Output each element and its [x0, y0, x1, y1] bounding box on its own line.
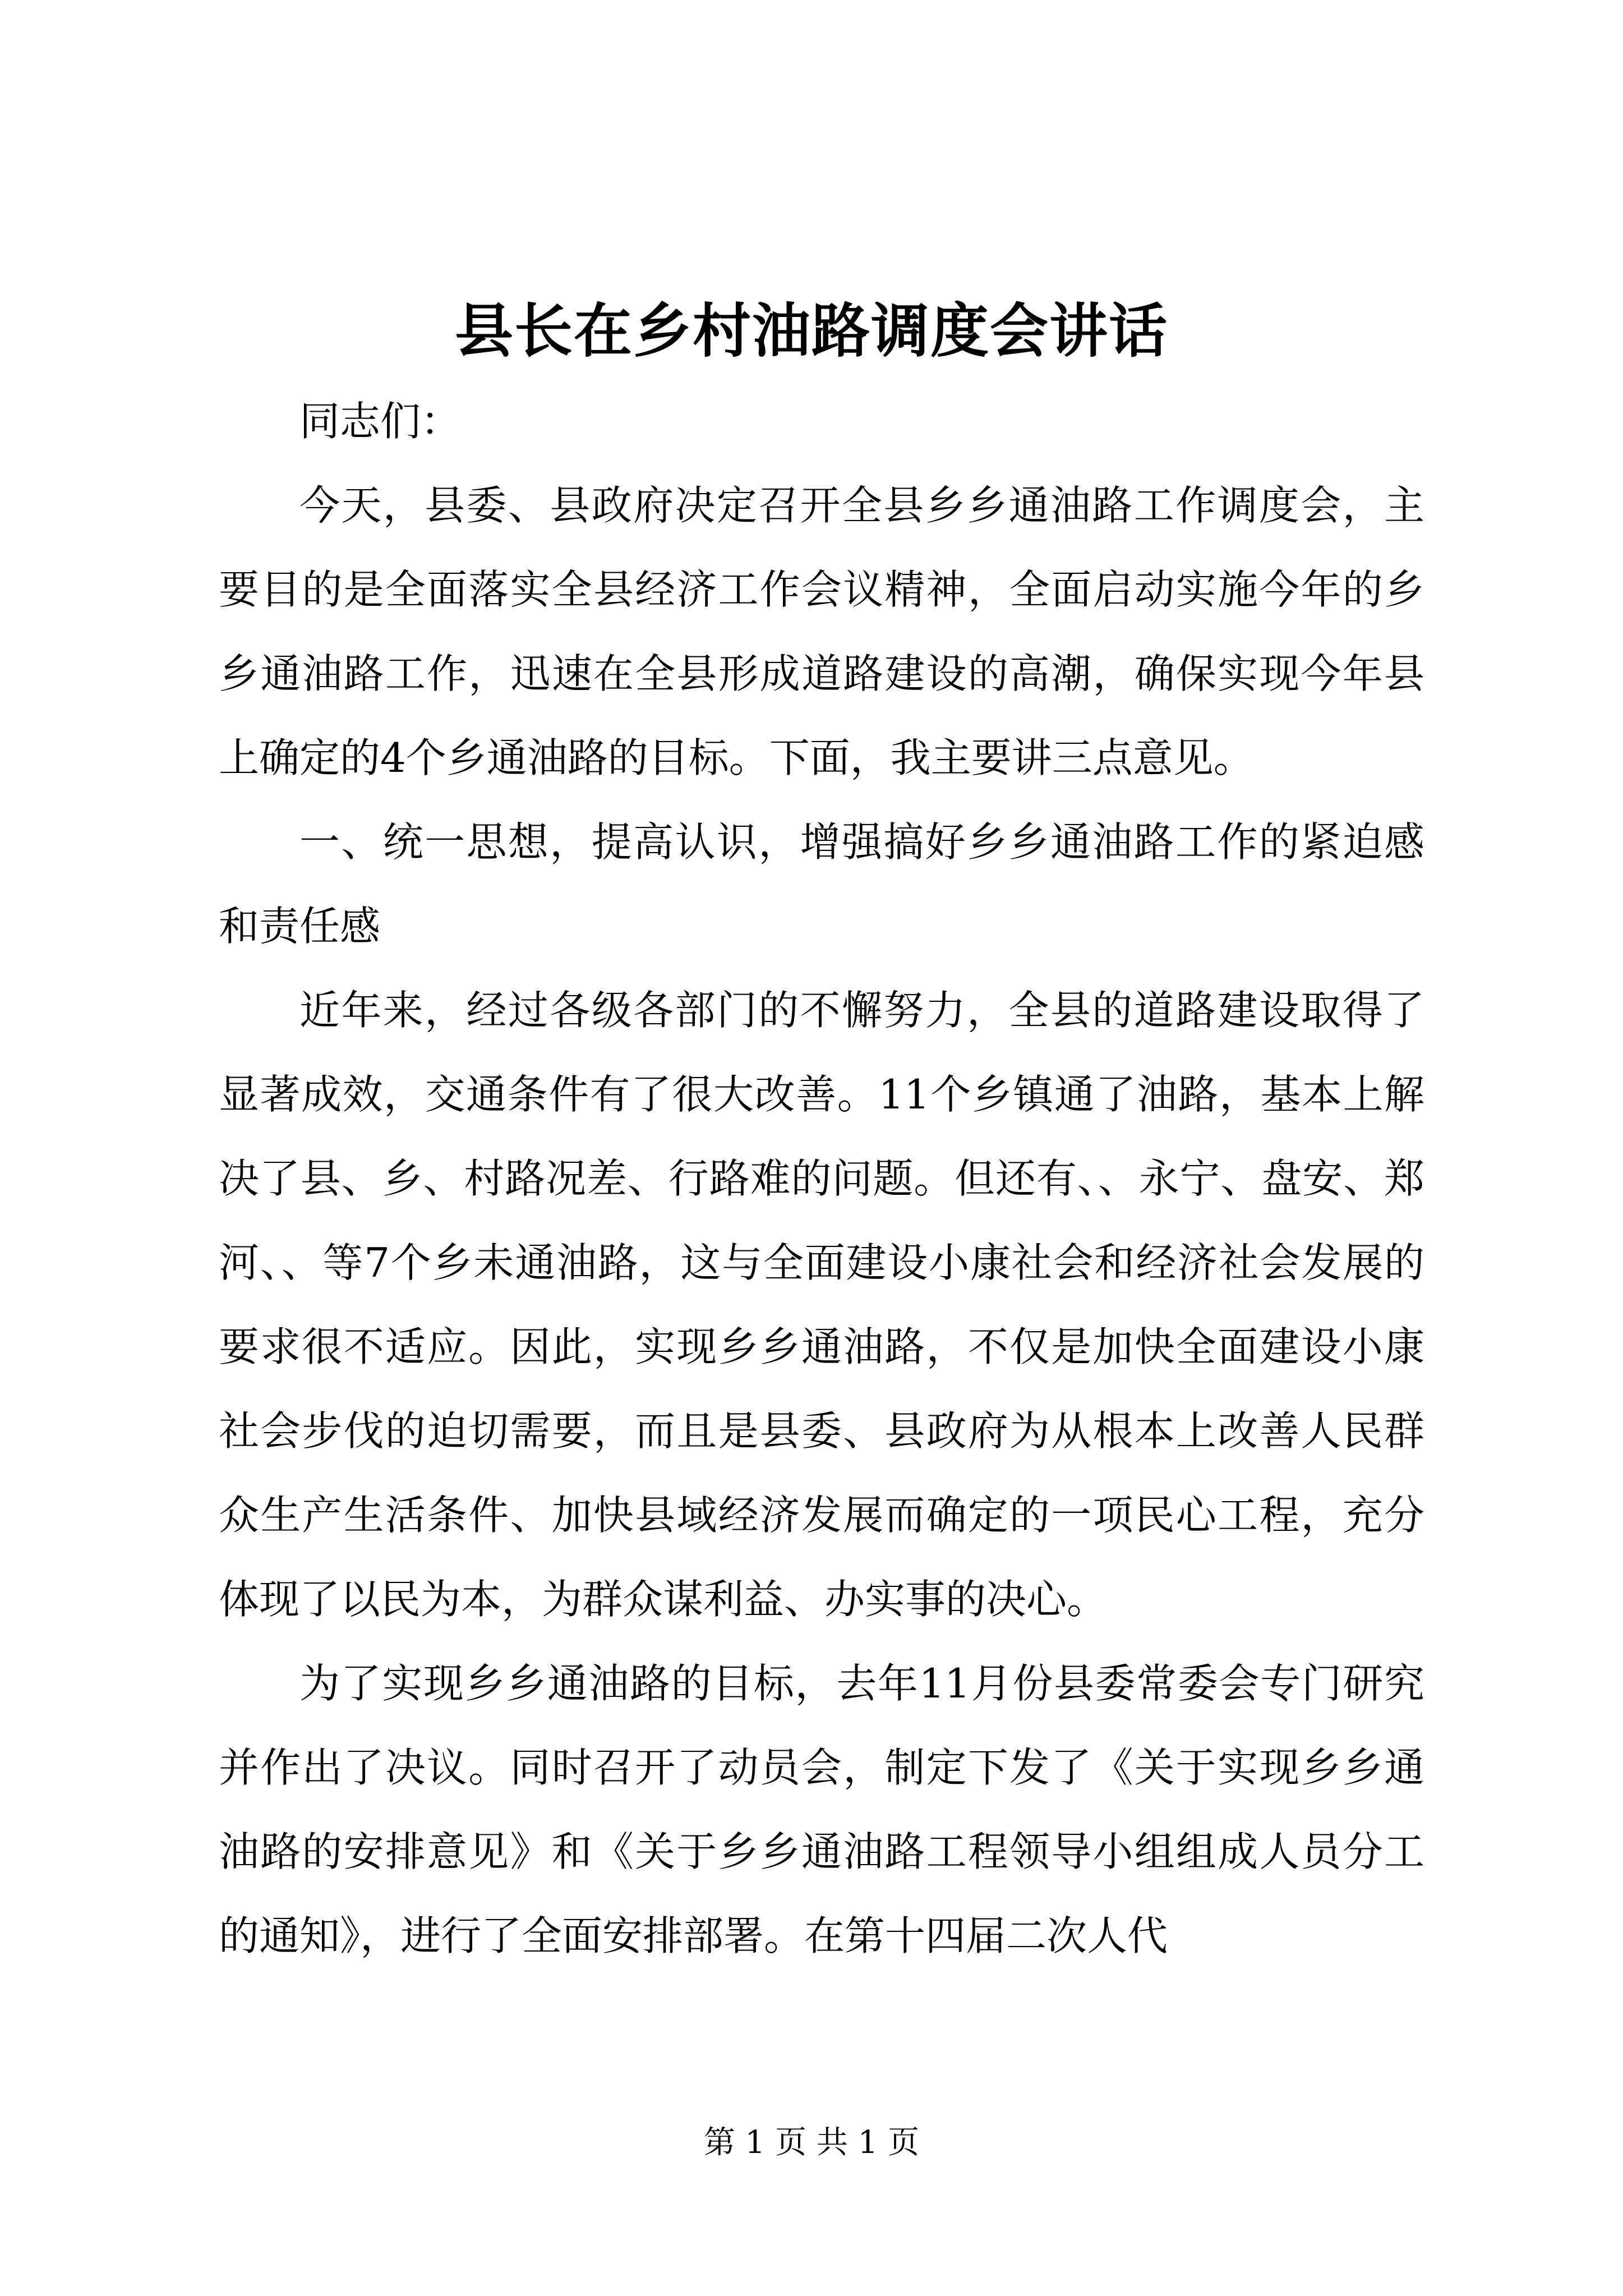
paragraph-section-heading: 一、统一思想，提高认识，增强搞好乡乡通油路工作的紧迫感和责任感: [219, 818, 1424, 950]
page-footer: 第 1 页 共 1 页: [703, 2124, 920, 2161]
document-title: 县长在乡村油路调度会讲话: [454, 296, 1168, 365]
document-body: [219, 379, 1424, 1978]
paragraph-measures: 为了实现乡乡通油路的目标，去年11月份县委常委会专门研究并作出了决议。同时召开了动员会，制定下发了《关于实现乡乡通油路的安排意见》和《关于乡乡通油路工程领导小组组成人员分工的通知》，进行了全面安排部署。在第十四届二次人代: [219, 1660, 1424, 1959]
paragraph-salutation: 同志们：: [299, 398, 462, 445]
paragraph-achievements: 近年来，经过各级各部门的不懈努力，全县的道路建设取得了显著成效，交通条件有了很大改善。11个乡镇通了油路，基本上解决了县、乡、村路况差、行路难的问题。但还有、、永宁、盘安、郑河、、等7个乡未通油路，这与全面建设小康社会和经济社会发展的要求很不适应。因此，实现乡乡通油路，不仅是加快全面建设小康社会步伐的迫切需要，而且是县委、县政府为从根本上改善人民群众生产生活条件、加快县域经济发展而确定的一项民心工程，充分体现了以民为本，为群众谋利益、办实事的决心。: [219, 987, 1424, 1623]
paragraph-intro: 今天，县委、县政府决定召开全县乡乡通油路工作调度会，主要目的是全面落实全县经济工作会议精神，全面启动实施今年的乡乡通油路工作，迅速在全县形成道路建设的高潮，确保实现今年县上确定的4个乡通油路的目标。下面，我主要讲三点意见。: [219, 482, 1424, 781]
